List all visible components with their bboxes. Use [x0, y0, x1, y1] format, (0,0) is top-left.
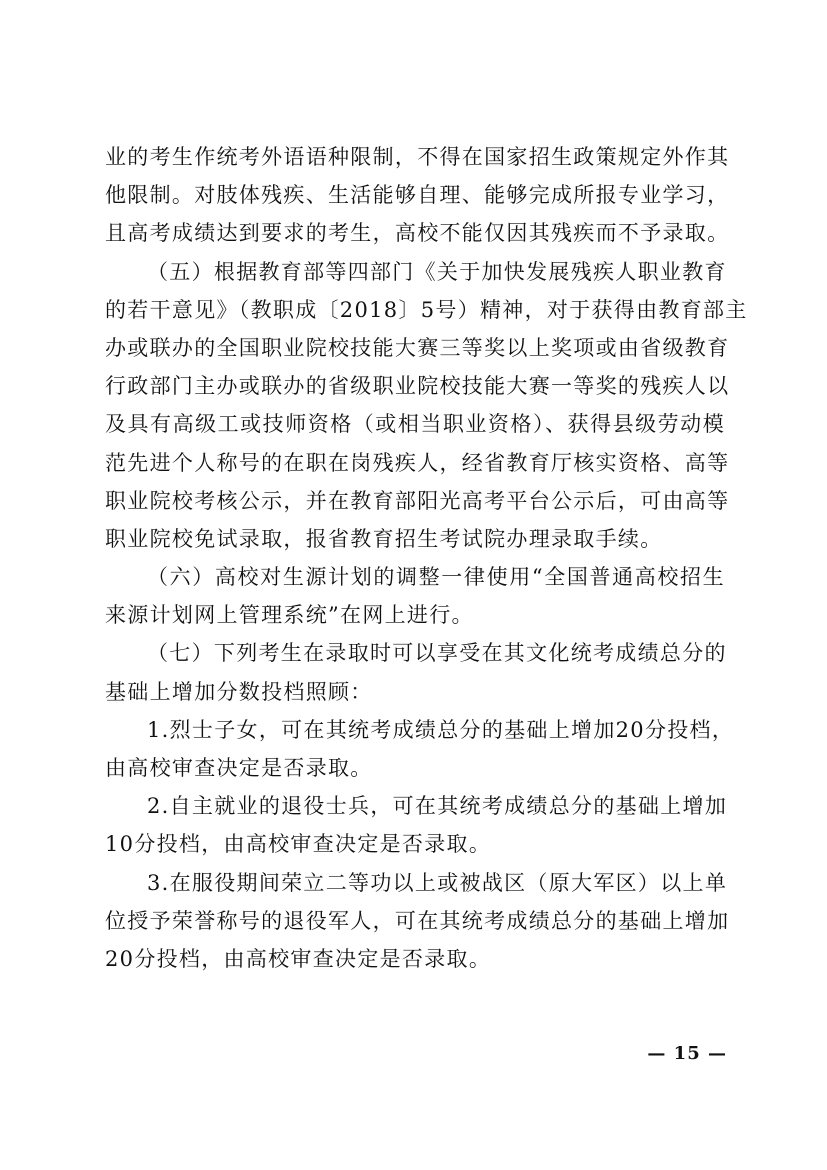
text-line: 基础上增加分数投档照顾： — [105, 679, 373, 704]
text-line: （六）高校对生源计划的调整一律使用“全国普通高校招生 — [147, 565, 725, 590]
text-line: （七）下列考生在录取时可以享受在其文化统考成绩总分的 — [147, 641, 727, 666]
text-line: 办或联办的全国职业院校技能大赛三等奖以上奖项或由省级教育 — [105, 335, 730, 360]
text-line: 职业院校考核公示，并在教育部阳光高考平台公示后，可由高等 — [105, 488, 730, 513]
text-line: 行政部门主办或联办的省级职业院校技能大赛一等奖的残疾人以 — [105, 374, 730, 399]
text-line: 他限制。对肢体残疾、生活能够自理、能够完成所报专业学习， — [105, 183, 730, 208]
text-line: 2.自主就业的退役士兵，可在其统考成绩总分的基础上增加 — [147, 794, 728, 819]
text-line: 1.烈士子女，可在其统考成绩总分的基础上增加20分投档， — [147, 717, 735, 742]
text-line: 业的考生作统考外语语种限制，不得在国家招生政策规定外作其 — [105, 145, 730, 169]
text-line: 3.在服役期间荣立二等功以上或被战区（原大军区）以上单 — [147, 870, 728, 895]
text-line: 的若干意见》（教职成〔2018〕5号）精神，对于获得由教育部主 — [105, 297, 748, 322]
text-line: （五）根据教育部等四部门《关于加快发展残疾人职业教育 — [147, 259, 727, 284]
text-line: 范先进个人称号的在职在岗残疾人，经省教育厅核实资格、高等 — [105, 450, 730, 475]
body-text — [105, 138, 748, 978]
page-number: — 15 — — [647, 1043, 727, 1064]
text-line: 来源计划网上管理系统”在网上进行。 — [105, 603, 474, 628]
text-line: 及具有高级工或技师资格（或相当职业资格）、获得县级劳动模 — [105, 412, 725, 437]
text-line: 10分投档，由高校审查决定是否录取。 — [105, 832, 492, 857]
text-line: 职业院校免试录取，报省教育招生考试院办理录取手续。 — [105, 526, 663, 551]
text-line: 且高考成绩达到要求的考生，高校不能仅因其残疾而不予录取。 — [105, 221, 730, 246]
text-line: 位授予荣誉称号的退役军人，可在其统考成绩总分的基础上增加 — [105, 908, 730, 933]
text-line: 20分投档，由高校审查决定是否录取。 — [105, 946, 492, 971]
text-line: 由高校审查决定是否录取。 — [105, 756, 373, 780]
